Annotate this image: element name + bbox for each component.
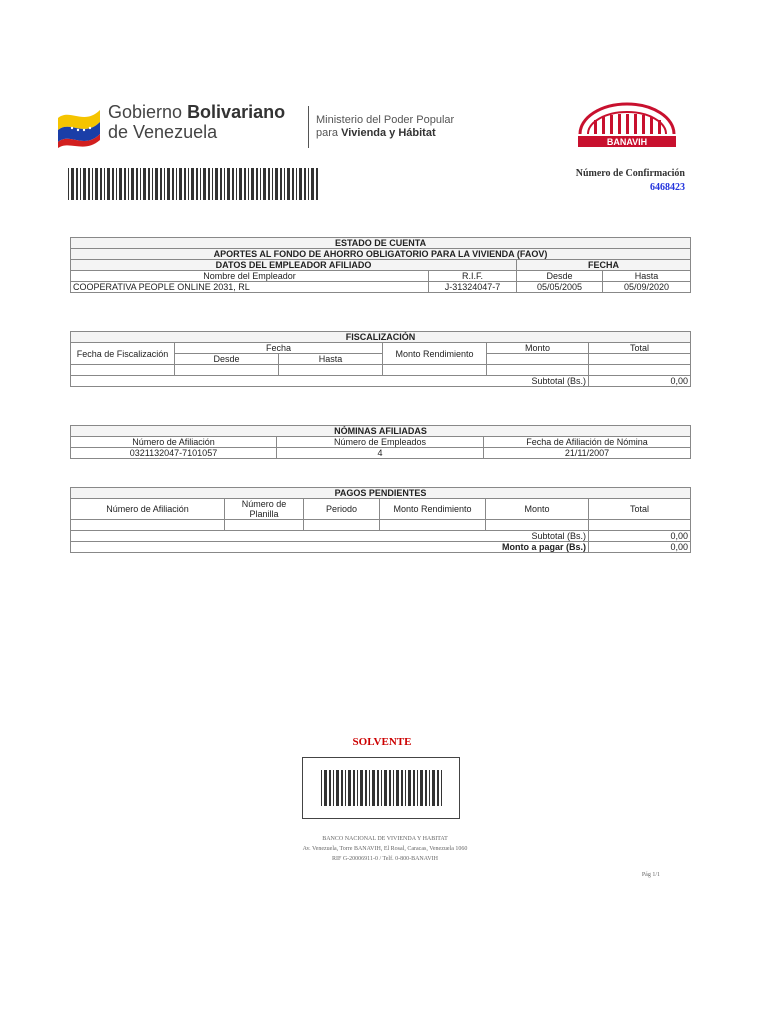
barcode-bar <box>296 168 297 200</box>
confirmation-label: Número de Confirmación <box>575 168 685 179</box>
barcode-bar <box>239 168 242 200</box>
barcode-bar <box>348 770 351 806</box>
empty-cell <box>589 365 691 376</box>
empty-cell <box>225 520 304 531</box>
fiscalizacion-subtotal-value: 0,00 <box>589 376 691 387</box>
col-monto-rendimiento: Monto Rendimiento <box>383 343 487 365</box>
barcode-bar <box>191 168 194 200</box>
ministry-name: Ministerio del Poder Popular para Vivienda y Hábitat <box>316 114 455 139</box>
barcode-bar <box>92 168 93 200</box>
barcode-bar <box>405 770 406 806</box>
empty-cell <box>71 365 175 376</box>
col-numero-empleados: Número de Empleados <box>277 437 484 448</box>
barcode-bar <box>236 168 237 200</box>
col-hasta: Hasta <box>279 354 383 365</box>
barcode-bar <box>95 168 98 200</box>
barcode-bar <box>429 770 430 806</box>
barcode-bar <box>441 770 442 806</box>
barcode-bar <box>324 770 327 806</box>
barcode-bar <box>232 168 234 200</box>
col-fecha-afiliacion: Fecha de Afiliación de Nómina <box>484 437 691 448</box>
barcode-bar <box>260 168 261 200</box>
barcode-bar <box>155 168 158 200</box>
barcode-bar <box>203 168 206 200</box>
barcode-bar <box>224 168 225 200</box>
barcode-bar <box>143 168 146 200</box>
empty-cell <box>71 520 225 531</box>
barcode-bar <box>413 770 415 806</box>
barcode-bar <box>360 770 363 806</box>
barcode-bottom <box>321 770 443 806</box>
fiscalizacion-title: FISCALIZACIÓN <box>71 332 691 343</box>
col-numero-afiliacion: Número de Afiliación <box>71 437 277 448</box>
barcode-bar <box>176 168 177 200</box>
nomina-fecha: 21/11/2007 <box>484 448 691 459</box>
col-numero-afiliacion: Número de Afiliación <box>71 499 225 520</box>
barcode-bar <box>393 770 394 806</box>
barcode-bar <box>292 168 294 200</box>
barcode-bar <box>212 168 213 200</box>
fecha-desde: 05/05/2005 <box>517 282 603 293</box>
empty-cell <box>175 365 279 376</box>
barcode-bar <box>311 168 314 200</box>
barcode-bar <box>200 168 201 200</box>
venezuela-flag-icon <box>56 104 102 148</box>
col-total: Total <box>589 343 691 354</box>
barcode-bar <box>304 168 306 200</box>
barcode-bar <box>256 168 258 200</box>
footer-address <box>200 834 570 864</box>
empty-cell <box>589 520 691 531</box>
barcode-bar <box>333 770 334 806</box>
employer-name: COOPERATIVA PEOPLE ONLINE 2031, RL <box>71 282 429 293</box>
barcode-bar <box>128 168 129 200</box>
confirmation-number: 6468423 <box>650 182 685 193</box>
barcode-bar <box>287 168 290 200</box>
barcode-bar <box>160 168 162 200</box>
empty-cell <box>486 520 589 531</box>
banavih-logo <box>572 100 682 150</box>
barcode-bar <box>389 770 391 806</box>
fecha-hasta: 05/09/2020 <box>603 282 691 293</box>
barcode-top <box>68 168 318 200</box>
barcode-bar <box>68 168 69 200</box>
barcode-bar <box>432 770 435 806</box>
nomina-numero: 0321132047-7101057 <box>71 448 277 459</box>
page-number: Pág 1/1 <box>641 872 660 878</box>
nomina-empleados: 4 <box>277 448 484 459</box>
barcode-bar <box>88 168 90 200</box>
estado-de-cuenta-table <box>70 237 691 293</box>
barcode-bar <box>220 168 222 200</box>
fiscalizacion-subtotal-label: Subtotal (Bs.) <box>71 376 589 387</box>
col-nombre-empleador: Nombre del Empleador <box>71 271 429 282</box>
col-desde: Desde <box>517 271 603 282</box>
empty-cell <box>487 354 589 365</box>
col-rif: R.I.F. <box>429 271 517 282</box>
barcode-bar <box>263 168 266 200</box>
col-hasta: Hasta <box>603 271 691 282</box>
fiscalizacion-table <box>70 331 691 387</box>
barcode-bar <box>272 168 273 200</box>
pagos-subtotal-value: 0,00 <box>589 531 691 542</box>
barcode-bar <box>268 168 270 200</box>
barcode-bar <box>372 770 375 806</box>
barcode-bar <box>244 168 246 200</box>
barcode-bar <box>336 770 339 806</box>
empty-cell <box>380 520 486 531</box>
estado-title: ESTADO DE CUENTA <box>71 238 691 249</box>
government-name: Gobierno Bolivariano de Venezuela <box>108 102 286 142</box>
barcode-bar <box>167 168 170 200</box>
barcode-bar <box>116 168 117 200</box>
barcode-bar <box>308 168 309 200</box>
government-logo <box>56 98 488 154</box>
pagos-title: PAGOS PENDIENTES <box>71 488 691 499</box>
barcode-bar <box>384 770 387 806</box>
barcode-bar <box>71 168 74 200</box>
barcode-bar <box>369 770 370 806</box>
pagos-subtotal-label: Subtotal (Bs.) <box>71 531 589 542</box>
barcode-bar <box>179 168 182 200</box>
barcode-bar <box>104 168 105 200</box>
empty-cell <box>487 365 589 376</box>
barcode-bar <box>83 168 86 200</box>
barcode-bar <box>152 168 153 200</box>
barcode-bar <box>299 168 302 200</box>
col-monto: Monto <box>487 343 589 354</box>
empty-cell <box>304 520 380 531</box>
barcode-bar <box>188 168 189 200</box>
barcode-frame <box>302 757 460 819</box>
barcode-bar <box>124 168 126 200</box>
estado-subtitle: APORTES AL FONDO DE AHORRO OBLIGATORIO PARA LA VIVIENDA (FAOV) <box>71 249 691 260</box>
col-desde: Desde <box>175 354 279 365</box>
barcode-bar <box>100 168 102 200</box>
barcode-bar <box>131 168 134 200</box>
empty-cell <box>383 365 487 376</box>
svg-text:BANAVIH: BANAVIH <box>606 137 648 147</box>
barcode-bar <box>284 168 285 200</box>
employer-rif: J-31324047-7 <box>429 282 517 293</box>
barcode-bar <box>417 770 418 806</box>
barcode-bar <box>408 770 411 806</box>
barcode-bar <box>280 168 282 200</box>
empty-cell <box>279 365 383 376</box>
barcode-bar <box>329 770 331 806</box>
barcode-bar <box>215 168 218 200</box>
barcode-bar <box>119 168 122 200</box>
barcode-bar <box>377 770 379 806</box>
pagos-pendientes-table <box>70 487 691 553</box>
barcode-bar <box>136 168 138 200</box>
nominas-title: NÓMINAS AFILIADAS <box>71 426 691 437</box>
barcode-bar <box>321 770 322 806</box>
col-total: Total <box>589 499 691 520</box>
col-fecha-fiscalizacion: Fecha de Fiscalización <box>71 343 175 365</box>
barcode-bar <box>112 168 114 200</box>
barcode-bar <box>140 168 141 200</box>
barcode-bar <box>164 168 165 200</box>
nominas-afiliadas-table <box>70 425 691 459</box>
barcode-bar <box>316 168 318 200</box>
barcode-bar <box>353 770 355 806</box>
col-monto-rendimiento: Monto Rendimiento <box>380 499 486 520</box>
barcode-bar <box>365 770 367 806</box>
fecha-section-header: FECHA <box>517 260 691 271</box>
barcode-bar <box>208 168 210 200</box>
header-divider <box>308 106 309 148</box>
barcode-bar <box>184 168 186 200</box>
footer-line-3: RIF G-20006911-0 / Telf. 0-800-BANAVIH <box>332 856 438 862</box>
barcode-bar <box>172 168 174 200</box>
monto-a-pagar-value: 0,00 <box>589 542 691 553</box>
col-numero-planilla: Número de Planilla <box>225 499 304 520</box>
barcode-bar <box>196 168 198 200</box>
barcode-bar <box>345 770 346 806</box>
col-monto: Monto <box>486 499 589 520</box>
barcode-bar <box>341 770 343 806</box>
barcode-bar <box>107 168 110 200</box>
barcode-bar <box>420 770 423 806</box>
barcode-bar <box>275 168 278 200</box>
col-fecha: Fecha <box>175 343 383 354</box>
barcode-bar <box>357 770 358 806</box>
footer-line-1: BANCO NACIONAL DE VIVIENDA Y HABITAT <box>322 836 448 842</box>
barcode-bar <box>148 168 150 200</box>
barcode-bar <box>425 770 427 806</box>
barcode-bar <box>401 770 403 806</box>
barcode-bar <box>227 168 230 200</box>
barcode-bar <box>80 168 81 200</box>
footer-line-2: Av. Venezuela, Torre BANAVIH, El Rosal, Caracas, Venezuela 1060 <box>302 846 468 852</box>
barcode-bar <box>396 770 399 806</box>
col-periodo: Periodo <box>304 499 380 520</box>
barcode-bar <box>76 168 78 200</box>
employer-section-header: DATOS DEL EMPLEADOR AFILIADO <box>71 260 517 271</box>
barcode-bar <box>381 770 382 806</box>
monto-a-pagar-label: Monto a pagar (Bs.) <box>71 542 589 553</box>
barcode-bar <box>251 168 254 200</box>
barcode-bar <box>248 168 249 200</box>
empty-cell <box>589 354 691 365</box>
solvency-status: SOLVENTE <box>352 736 412 748</box>
barcode-bar <box>437 770 439 806</box>
